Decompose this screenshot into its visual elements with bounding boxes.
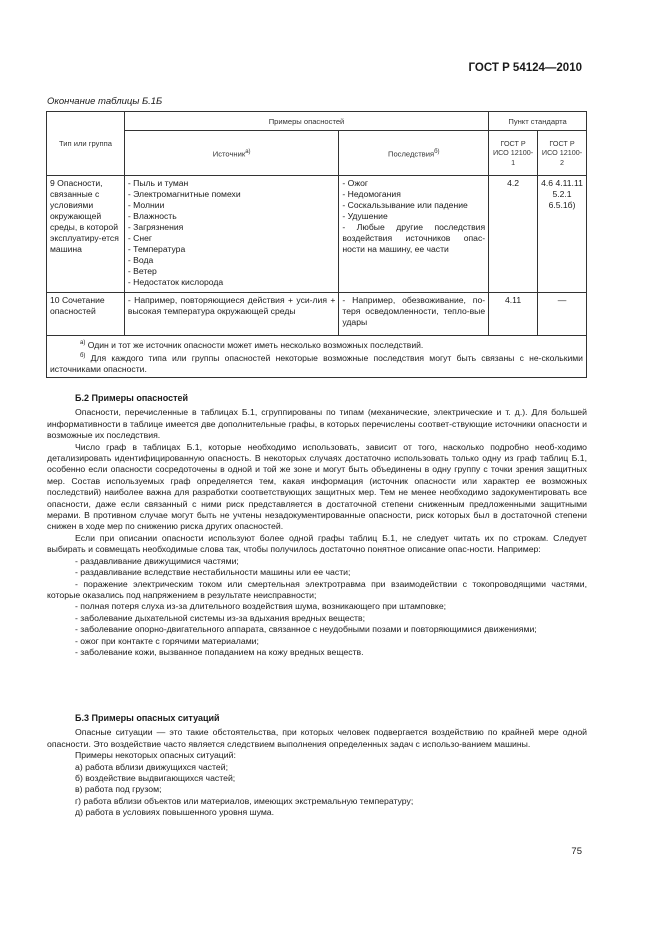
footnote-b-text: Для каждого типа или группы опасностей некоторые возможные последствия могут быть связаны с не-сколькими источниками опасности. bbox=[50, 352, 583, 374]
row-sources bbox=[124, 176, 338, 293]
row-consequences bbox=[339, 176, 489, 293]
list-item: - Соскальзывание или падение bbox=[342, 200, 468, 210]
list-item: б) воздействие выдвигающихся частей; bbox=[75, 773, 236, 784]
list-item: - Загрязнения bbox=[127, 222, 184, 232]
col-clause-header: Пункт стандарта bbox=[489, 112, 587, 131]
footnote-b-mark: б) bbox=[80, 352, 86, 359]
hazards-table bbox=[46, 111, 587, 378]
col-source-sup: а) bbox=[245, 148, 251, 155]
col-source-label: Источник bbox=[212, 149, 246, 159]
list-item: - Ветер bbox=[127, 266, 157, 276]
list-item: - Влажность bbox=[127, 211, 177, 221]
paragraph: Если при описании опасности используют более одной графы таблиц Б.1, не следует читать их по строкам. Следует выбирать и совмещать необходимые слова так, чтобы получилось достаточно понятное описание опас-ности. Например: bbox=[47, 532, 587, 555]
table-row bbox=[47, 176, 587, 293]
col-std1-header: ГОСТ Р ИСО 12100-1 bbox=[489, 131, 538, 176]
footnote-a bbox=[50, 338, 583, 351]
list-item: - поражение электрическим током или смертельная электротравма при взаимодействии с токопроводящими частями, которые оказались под напряжением в результате неисправности; bbox=[47, 578, 587, 600]
table-header-row-2 bbox=[47, 131, 587, 176]
list-item: - Любые другие последствия воздействия источников опас-ности на машину, ее части bbox=[342, 222, 486, 254]
col-examples-header: Примеры опасностей bbox=[124, 112, 488, 131]
list-item: - Недомогания bbox=[342, 189, 401, 199]
paragraph: Опасности, перечисленные в таблицах Б.1, сгруппированы по типам (механические, электрические и т. д.). Для большей информативности в таблице имеется две дополнительные графы, в которых перечислены соответ-ствующие источники опасности и возможные их последствия. bbox=[47, 407, 587, 441]
row-std2: — bbox=[538, 293, 587, 336]
row-type: 10 Сочетание опасностей bbox=[47, 293, 125, 336]
list-item: - Молнии bbox=[127, 200, 165, 210]
list-item: - раздавливание движущимися частями; bbox=[75, 555, 239, 566]
paragraph: Число граф в таблицах Б.1, которые необходимо использовать, зависит от того, насколько подробно необ-ходимо детализировать идентифицированную опасность. В некоторых случаях достаточно использовать только одну из граф таблиц Б.1, особенно если опасности сосредоточены в одной и той же зоне и могут быть объединены в одну группу с точки зрения защитных мер. Состав используемых граф определяется тем, какая информация (источник опасности или характер ее возможных последствий) наиболее важна для разработки соответствующих защитных мер. Тем не менее необходимо задокументировать все опасности, даже если связанный с ними риск представляется в достаточной степени сниженным предложенными защитными мерами. В противном случае могут быть не учтены незадокументированные опасности, риск которых был в достаточной степени снижен в ходе мер по снижению риска других опасностей. bbox=[47, 441, 587, 532]
col-std2-header: ГОСТ Р ИСО 12100-2 bbox=[538, 131, 587, 176]
list-item: - Температура bbox=[127, 244, 186, 254]
table-caption: Окончание таблицы Б.1Б bbox=[47, 96, 163, 107]
footnote-a-text: Один и тот же источник опасности может иметь несколько возможных последствий. bbox=[87, 339, 424, 350]
list-item: - полная потеря слуха из-за длительного воздействия шума, возникающего при штамповке; bbox=[75, 601, 447, 612]
row-std2: 4.6 4.11.11 5.2.1 6.5.1б) bbox=[538, 176, 587, 293]
row-type: 9 Опасности, связанные с условиями окружающей среды, в которой эксплуатиру-ется машина bbox=[47, 176, 125, 293]
section-b2-heading: Б.2 Примеры опасностей bbox=[75, 393, 189, 403]
list-item: - Электромагнитные помехи bbox=[127, 189, 241, 199]
section-b2 bbox=[47, 393, 587, 658]
table-footnotes-row bbox=[47, 336, 587, 378]
list-item: - заболевание дыхательной системы из-за вдыхания вредных веществ; bbox=[75, 612, 366, 623]
list-item: - Ожог bbox=[342, 178, 368, 188]
list-item: а) работа вблизи движущихся частей; bbox=[75, 761, 228, 772]
list-item: г) работа вблизи объектов или материалов, имеющих экстремальную температуру; bbox=[75, 795, 414, 806]
section-b3-heading: Б.3 Примеры опасных ситуаций bbox=[75, 713, 220, 723]
list-item: - Недостаток кислорода bbox=[127, 277, 224, 287]
paragraph: Примеры некоторых опасных ситуаций: bbox=[75, 750, 236, 761]
footnote-a-mark: а) bbox=[80, 340, 86, 346]
col-source-header bbox=[124, 131, 338, 176]
table-footnotes bbox=[47, 336, 587, 378]
row-sources: - Например, повторяющиеся действия + уси-лия + высокая температура окружающей среды bbox=[124, 293, 338, 336]
list-item: - Снег bbox=[127, 233, 153, 243]
list-item: в) работа под грузом; bbox=[75, 784, 162, 795]
paragraph: Опасные ситуации — это такие обстоятельства, при которых человек подвергается воздействию по крайней мере одной опасности. Это воздействие часто является следствием выполнения определенных задач с использо-ванием машины. bbox=[47, 727, 587, 749]
table-header-row-1 bbox=[47, 112, 587, 131]
standard-header: ГОСТ Р 54124—2010 bbox=[468, 62, 582, 74]
row-std1: 4.11 bbox=[489, 293, 538, 336]
col-consequence-header bbox=[339, 131, 489, 176]
col-type-header: Тип или группа bbox=[47, 112, 125, 176]
col-consequence-sup: б) bbox=[434, 148, 440, 155]
page-number: 75 bbox=[571, 846, 582, 857]
list-item: - раздавливание вследствие нестабильности машины или ее части; bbox=[75, 567, 351, 578]
list-item: д) работа в условиях повышенного уровня шума. bbox=[75, 807, 275, 818]
list-item: - ожог при контакте с горячими материалами; bbox=[75, 635, 259, 646]
list-item: - Пыль и туман bbox=[127, 178, 189, 188]
list-item: - Удушение bbox=[342, 211, 388, 221]
list-item: - заболевание опорно-двигательного аппарата, связанное с неудобными позами и повторяющимися движениями; bbox=[75, 624, 537, 635]
row-std1: 4.2 bbox=[489, 176, 538, 293]
footnote-b bbox=[50, 351, 583, 375]
table-row bbox=[47, 293, 587, 336]
list-item: - Вода bbox=[127, 255, 154, 265]
section-b3 bbox=[47, 713, 587, 819]
row-consequences: - Например, обезвоживание, по-теря осведомленности, тепло-вые удары bbox=[339, 293, 489, 336]
col-consequence-label: Последствия bbox=[388, 149, 435, 159]
list-item: - заболевание кожи, вызванное попаданием на кожу вредных веществ. bbox=[75, 646, 364, 657]
